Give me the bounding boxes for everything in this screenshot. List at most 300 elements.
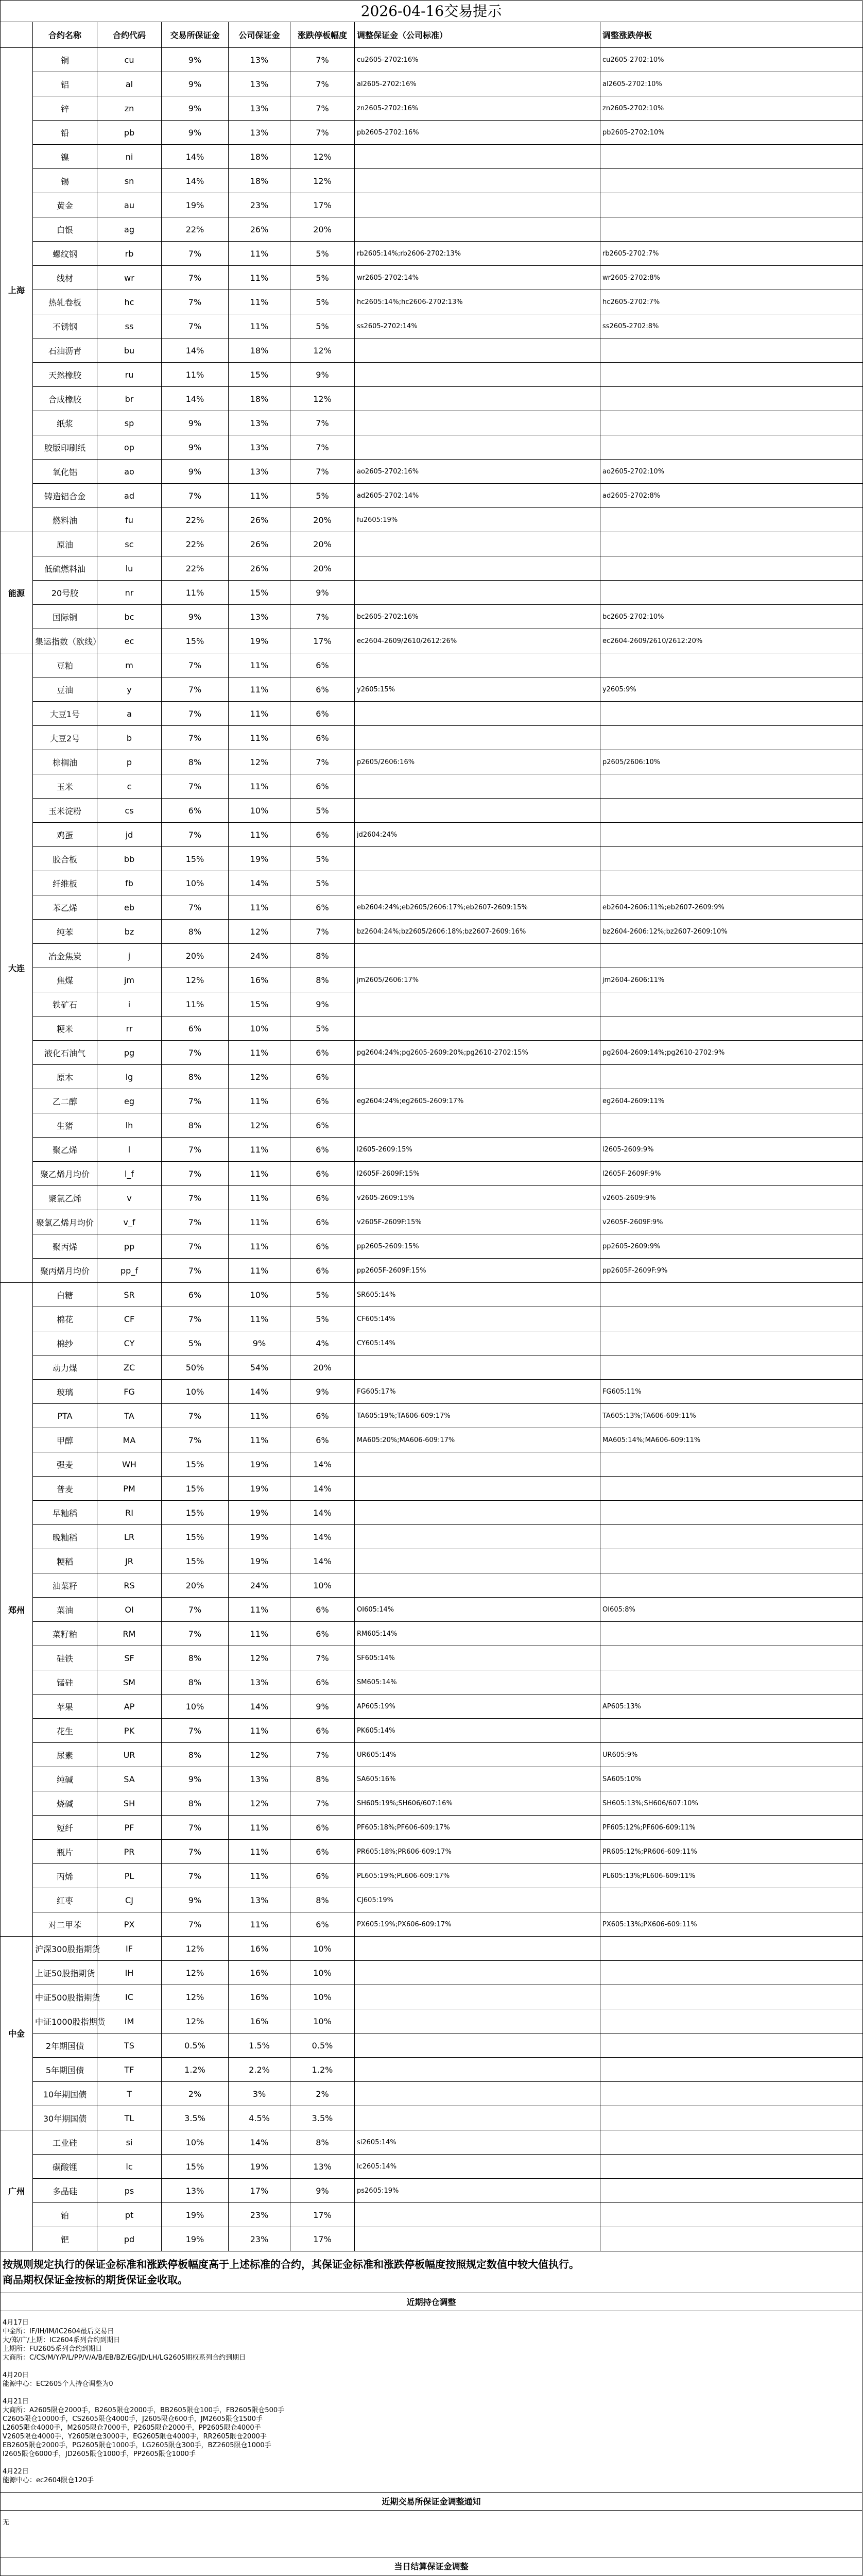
adjusted-margin-cell: jm2605/2606:17%	[355, 968, 600, 992]
adjusted-margin-cell	[355, 387, 600, 411]
product-cell: 氧化铝	[33, 460, 97, 484]
product-cell: 工业硅	[33, 2130, 97, 2155]
limit-cell: 20%	[290, 532, 355, 556]
product-cell: 冶金焦炭	[33, 944, 97, 968]
exchange-margin-cell: 13%	[162, 2179, 229, 2203]
code-cell: PX	[97, 1912, 162, 1937]
adjusted-margin-cell: SF605:14%	[355, 1646, 600, 1670]
company-margin-cell: 11%	[229, 1162, 290, 1186]
product-cell: 纤维板	[33, 871, 97, 895]
adjusted-margin-cell	[355, 1113, 600, 1138]
product-cell: 大豆2号	[33, 726, 97, 750]
limit-cell: 6%	[290, 895, 355, 920]
exchange-margin-cell: 8%	[162, 1743, 229, 1767]
exchange-margin-cell: 11%	[162, 581, 229, 605]
adjusted-margin-cell: PX605:19%;PX606-609:17%	[355, 1912, 600, 1937]
exchange-margin-cell: 12%	[162, 1937, 229, 1961]
adjusted-limit-cell: l2605-2609:9%	[600, 1138, 863, 1162]
limit-cell: 17%	[290, 193, 355, 217]
limit-cell: 17%	[290, 2203, 355, 2227]
adjusted-limit-cell: ad2605-2702:8%	[600, 484, 863, 508]
rules-note-line: 按规则规定执行的保证金标准和涨跌停板幅度高于上述标准的合约，其保证金标准和涨跌停板幅度按照规定数值中较大值执行。	[3, 2258, 579, 2270]
header-adjusted-limit: 调整涨跌停板	[600, 22, 863, 48]
code-cell: AP	[97, 1694, 162, 1719]
adjusted-limit-cell	[600, 1355, 863, 1380]
adjusted-margin-cell	[355, 1961, 600, 1985]
adjusted-margin-cell: ad2605-2702:14%	[355, 484, 600, 508]
table-row	[1, 1380, 863, 1404]
table-row	[1, 1864, 863, 1888]
exchange-margin-cell: 5%	[162, 1331, 229, 1355]
adjusted-margin-cell: cu2605-2702:16%	[355, 48, 600, 72]
product-cell: 10年期国债	[33, 2082, 97, 2106]
company-margin-cell: 26%	[229, 556, 290, 581]
limit-cell: 12%	[290, 145, 355, 169]
limit-cell: 6%	[290, 1186, 355, 1210]
adjusted-margin-cell: bz2604:24%;bz2605/2606:18%;bz2607-2609:16%	[355, 920, 600, 944]
table-row	[1, 1840, 863, 1864]
adjusted-margin-cell	[355, 2009, 600, 2033]
product-cell: 白糖	[33, 1283, 97, 1307]
exchange-margin-cell: 9%	[162, 460, 229, 484]
adjusted-limit-cell	[600, 1549, 863, 1573]
table-row	[1, 2130, 863, 2155]
code-cell: PK	[97, 1719, 162, 1743]
header-exchange-margin: 交易所保证金	[162, 22, 229, 48]
adjusted-limit-cell	[600, 653, 863, 677]
limit-cell: 6%	[290, 677, 355, 702]
product-cell: 燃料油	[33, 508, 97, 532]
exchange-cell: 郑州	[1, 1283, 33, 1937]
table-row	[1, 1743, 863, 1767]
adjusted-margin-cell	[355, 1016, 600, 1041]
table-row	[1, 653, 863, 677]
header-exchange	[1, 22, 33, 48]
adjusted-limit-cell: SH605:13%;SH606/607:10%	[600, 1791, 863, 1816]
product-cell: 聚丙烯月均价	[33, 1259, 97, 1283]
adjusted-margin-cell: PF605:18%;PF606-609:17%	[355, 1816, 600, 1840]
exchange-margin-cell: 7%	[162, 242, 229, 266]
exchange-margin-cell: 8%	[162, 750, 229, 774]
exchange-margin-cell: 9%	[162, 435, 229, 460]
exchange-margin-cell: 7%	[162, 1307, 229, 1331]
product-cell: 天然橡胶	[33, 363, 97, 387]
code-cell: i	[97, 992, 162, 1016]
limit-cell: 9%	[290, 992, 355, 1016]
code-cell: RI	[97, 1501, 162, 1525]
table-row	[1, 2179, 863, 2203]
exchange-adjust-title: 近期交易所保证金调整通知	[0, 2492, 862, 2511]
table-row	[1, 1355, 863, 1380]
adjusted-margin-cell	[355, 145, 600, 169]
product-cell: 上证50股指期货	[33, 1961, 97, 1985]
code-cell: SM	[97, 1670, 162, 1694]
adjusted-limit-cell	[600, 774, 863, 799]
table-row	[1, 895, 863, 920]
company-margin-cell: 19%	[229, 629, 290, 653]
code-cell: CF	[97, 1307, 162, 1331]
code-cell: pt	[97, 2203, 162, 2227]
exchange-margin-cell: 0.5%	[162, 2033, 229, 2058]
code-cell: ag	[97, 217, 162, 242]
adjusted-limit-cell	[600, 1452, 863, 1477]
exchange-margin-cell: 7%	[162, 1840, 229, 1864]
adjusted-margin-cell: si2605:14%	[355, 2130, 600, 2155]
adjusted-limit-cell	[600, 2130, 863, 2155]
exchange-adjust-body: 无	[0, 2511, 862, 2557]
company-margin-cell: 24%	[229, 1573, 290, 1598]
adjusted-limit-cell	[600, 1961, 863, 1985]
limit-cell: 6%	[290, 1138, 355, 1162]
adjusted-limit-cell	[600, 387, 863, 411]
table-row	[1, 1549, 863, 1573]
product-cell: 聚氯乙烯月均价	[33, 1210, 97, 1234]
adjusted-limit-cell	[600, 2058, 863, 2082]
product-cell: 5年期国债	[33, 2058, 97, 2082]
code-cell: jm	[97, 968, 162, 992]
code-cell: RM	[97, 1622, 162, 1646]
table-row	[1, 72, 863, 96]
table-row	[1, 1186, 863, 1210]
product-cell: 线材	[33, 266, 97, 290]
code-cell: CJ	[97, 1888, 162, 1912]
adjusted-limit-cell: p2605/2606:10%	[600, 750, 863, 774]
adjusted-limit-cell: pp2605-2609:9%	[600, 1234, 863, 1259]
product-cell: 纯苯	[33, 920, 97, 944]
limit-cell: 7%	[290, 1646, 355, 1670]
adjusted-limit-cell: ss2605-2702:8%	[600, 314, 863, 338]
company-margin-cell: 17%	[229, 2179, 290, 2203]
code-cell: LR	[97, 1525, 162, 1549]
code-cell: sn	[97, 169, 162, 193]
settle-adjust-title: 当日结算保证金调整	[0, 2557, 862, 2575]
company-margin-cell: 11%	[229, 774, 290, 799]
limit-cell: 12%	[290, 387, 355, 411]
adjusted-margin-cell	[355, 1477, 600, 1501]
exchange-margin-cell: 7%	[162, 1428, 229, 1452]
product-cell: 棉花	[33, 1307, 97, 1331]
product-cell: 镍	[33, 145, 97, 169]
limit-cell: 12%	[290, 169, 355, 193]
code-cell: rr	[97, 1016, 162, 1041]
delivery-section-title: 近期持仓调整	[0, 2293, 862, 2311]
adjusted-margin-cell	[355, 2058, 600, 2082]
table-row	[1, 1622, 863, 1646]
table-row	[1, 1041, 863, 1065]
company-margin-cell: 10%	[229, 1283, 290, 1307]
adjusted-limit-cell	[600, 1670, 863, 1694]
code-cell: fb	[97, 871, 162, 895]
limit-cell: 2%	[290, 2082, 355, 2106]
company-margin-cell: 13%	[229, 1767, 290, 1791]
table-row	[1, 460, 863, 484]
limit-cell: 5%	[290, 242, 355, 266]
code-cell: OI	[97, 1598, 162, 1622]
adjusted-margin-cell: rb2605:14%;rb2606-2702:13%	[355, 242, 600, 266]
table-row	[1, 1573, 863, 1598]
product-cell: 强麦	[33, 1452, 97, 1477]
product-cell: 胶版印刷纸	[33, 435, 97, 460]
code-cell: y	[97, 677, 162, 702]
adjusted-limit-cell: l2605F-2609F:9%	[600, 1162, 863, 1186]
company-margin-cell: 13%	[229, 48, 290, 72]
limit-cell: 7%	[290, 96, 355, 121]
table-row	[1, 1961, 863, 1985]
company-margin-cell: 11%	[229, 1404, 290, 1428]
adjusted-limit-cell	[600, 1016, 863, 1041]
company-margin-cell: 18%	[229, 387, 290, 411]
table-row	[1, 411, 863, 435]
company-margin-cell: 11%	[229, 726, 290, 750]
code-cell: ao	[97, 460, 162, 484]
adjusted-margin-cell: hc2605:14%;hc2606-2702:13%	[355, 290, 600, 314]
adjusted-margin-cell: jd2604:24%	[355, 823, 600, 847]
header-product: 合约名称	[33, 22, 97, 48]
product-cell: 锌	[33, 96, 97, 121]
code-cell: TS	[97, 2033, 162, 2058]
product-cell: 铅	[33, 121, 97, 145]
adjusted-margin-cell: SM605:14%	[355, 1670, 600, 1694]
exchange-margin-cell: 1.2%	[162, 2058, 229, 2082]
company-margin-cell: 14%	[229, 871, 290, 895]
product-cell: 菜油	[33, 1598, 97, 1622]
exchange-margin-cell: 8%	[162, 1646, 229, 1670]
company-margin-cell: 3%	[229, 2082, 290, 2106]
adjusted-margin-cell: v2605-2609:15%	[355, 1186, 600, 1210]
exchange-margin-cell: 7%	[162, 1912, 229, 1937]
code-cell: bb	[97, 847, 162, 871]
limit-cell: 6%	[290, 702, 355, 726]
code-cell: SF	[97, 1646, 162, 1670]
code-cell: p	[97, 750, 162, 774]
adjusted-limit-cell: hc2605-2702:7%	[600, 290, 863, 314]
adjusted-limit-cell	[600, 1573, 863, 1598]
adjusted-limit-cell	[600, 702, 863, 726]
company-margin-cell: 13%	[229, 435, 290, 460]
product-cell: 硅铁	[33, 1646, 97, 1670]
exchange-margin-cell: 6%	[162, 799, 229, 823]
limit-cell: 5%	[290, 484, 355, 508]
product-cell: 棉纱	[33, 1331, 97, 1355]
table-row	[1, 1694, 863, 1719]
product-cell: 玻璃	[33, 1380, 97, 1404]
company-margin-cell: 12%	[229, 1743, 290, 1767]
adjusted-margin-cell: TA605:19%;TA606-609:17%	[355, 1404, 600, 1428]
table-row	[1, 145, 863, 169]
product-cell: 普麦	[33, 1477, 97, 1501]
limit-cell: 6%	[290, 1162, 355, 1186]
adjusted-margin-cell: y2605:15%	[355, 677, 600, 702]
company-margin-cell: 19%	[229, 1477, 290, 1501]
company-margin-cell: 11%	[229, 1598, 290, 1622]
exchange-margin-cell: 7%	[162, 290, 229, 314]
limit-cell: 6%	[290, 1428, 355, 1452]
limit-cell: 5%	[290, 1283, 355, 1307]
code-cell: j	[97, 944, 162, 968]
table-row	[1, 774, 863, 799]
company-margin-cell: 12%	[229, 1113, 290, 1138]
product-cell: 中证1000股指期货	[33, 2009, 97, 2033]
adjusted-limit-cell	[600, 145, 863, 169]
adjusted-margin-cell	[355, 1525, 600, 1549]
exchange-margin-cell: 19%	[162, 2203, 229, 2227]
exchange-margin-cell: 15%	[162, 1477, 229, 1501]
company-margin-cell: 13%	[229, 1670, 290, 1694]
company-margin-cell: 11%	[229, 653, 290, 677]
margin-table	[0, 22, 863, 2251]
product-cell: 粳米	[33, 1016, 97, 1041]
company-margin-cell: 15%	[229, 992, 290, 1016]
exchange-margin-cell: 12%	[162, 968, 229, 992]
table-row	[1, 2155, 863, 2179]
code-cell: SR	[97, 1283, 162, 1307]
table-row	[1, 992, 863, 1016]
adjusted-limit-cell	[600, 2179, 863, 2203]
exchange-cell: 广州	[1, 2130, 33, 2251]
adjusted-limit-cell	[600, 799, 863, 823]
exchange-margin-cell: 9%	[162, 411, 229, 435]
exchange-margin-cell: 7%	[162, 1041, 229, 1065]
exchange-margin-cell: 10%	[162, 1694, 229, 1719]
limit-cell: 6%	[290, 1719, 355, 1743]
exchange-margin-cell: 7%	[162, 314, 229, 338]
product-cell: 20号胶	[33, 581, 97, 605]
limit-cell: 6%	[290, 1404, 355, 1428]
adjusted-margin-cell: eb2604:24%;eb2605/2606:17%;eb2607-2609:15%	[355, 895, 600, 920]
adjusted-limit-cell: FG605:11%	[600, 1380, 863, 1404]
company-margin-cell: 11%	[229, 1089, 290, 1113]
company-margin-cell: 11%	[229, 1186, 290, 1210]
limit-cell: 9%	[290, 363, 355, 387]
adjusted-margin-cell	[355, 217, 600, 242]
adjusted-limit-cell	[600, 2227, 863, 2251]
limit-cell: 6%	[290, 1041, 355, 1065]
exchange-margin-cell: 11%	[162, 363, 229, 387]
company-margin-cell: 16%	[229, 1961, 290, 1985]
company-margin-cell: 1.5%	[229, 2033, 290, 2058]
exchange-margin-cell: 22%	[162, 556, 229, 581]
product-cell: 沪深300股指期货	[33, 1937, 97, 1961]
adjusted-margin-cell	[355, 581, 600, 605]
adjusted-limit-cell: v2605F-2609F:9%	[600, 1210, 863, 1234]
adjusted-margin-cell: zn2605-2702:16%	[355, 96, 600, 121]
adjusted-limit-cell	[600, 944, 863, 968]
limit-cell: 0.5%	[290, 2033, 355, 2058]
code-cell: ss	[97, 314, 162, 338]
limit-cell: 10%	[290, 2009, 355, 2033]
adjusted-margin-cell	[355, 1937, 600, 1961]
product-cell: 丙烯	[33, 1864, 97, 1888]
table-row	[1, 1259, 863, 1283]
adjusted-margin-cell	[355, 702, 600, 726]
adjusted-limit-cell	[600, 1719, 863, 1743]
table-row	[1, 1113, 863, 1138]
exchange-margin-cell: 7%	[162, 1138, 229, 1162]
adjusted-limit-cell	[600, 435, 863, 460]
product-cell: 聚乙烯	[33, 1138, 97, 1162]
adjusted-limit-cell: PF605:12%;PF606-609:11%	[600, 1816, 863, 1840]
product-cell: 碳酸锂	[33, 2155, 97, 2179]
table-row	[1, 363, 863, 387]
company-margin-cell: 12%	[229, 1065, 290, 1089]
limit-cell: 14%	[290, 1477, 355, 1501]
adjusted-limit-cell: wr2605-2702:8%	[600, 266, 863, 290]
product-cell: 红枣	[33, 1888, 97, 1912]
limit-cell: 6%	[290, 1234, 355, 1259]
company-margin-cell: 11%	[229, 1719, 290, 1743]
table-row	[1, 702, 863, 726]
adjusted-limit-cell	[600, 992, 863, 1016]
company-margin-cell: 11%	[229, 1912, 290, 1937]
exchange-margin-cell: 6%	[162, 1016, 229, 1041]
adjusted-margin-cell: ec2604-2609/2610/2612:26%	[355, 629, 600, 653]
limit-cell: 14%	[290, 1549, 355, 1573]
exchange-margin-cell: 15%	[162, 1452, 229, 1477]
adjusted-margin-cell	[355, 2033, 600, 2058]
code-cell: sp	[97, 411, 162, 435]
table-row	[1, 508, 863, 532]
code-cell: JR	[97, 1549, 162, 1573]
company-margin-cell: 11%	[229, 266, 290, 290]
adjusted-margin-cell: lc2605:14%	[355, 2155, 600, 2179]
product-cell: 30年期国债	[33, 2106, 97, 2130]
code-cell: PL	[97, 1864, 162, 1888]
limit-cell: 8%	[290, 2130, 355, 2155]
limit-cell: 9%	[290, 2179, 355, 2203]
adjusted-margin-cell: SH605:19%;SH606/607:16%	[355, 1791, 600, 1816]
code-cell: WH	[97, 1452, 162, 1477]
exchange-margin-cell: 7%	[162, 1234, 229, 1259]
limit-cell: 6%	[290, 1210, 355, 1234]
code-cell: a	[97, 702, 162, 726]
adjusted-margin-cell	[355, 726, 600, 750]
limit-cell: 7%	[290, 460, 355, 484]
exchange-margin-cell: 7%	[162, 702, 229, 726]
company-margin-cell: 11%	[229, 1234, 290, 1259]
adjusted-margin-cell	[355, 847, 600, 871]
adjusted-limit-cell	[600, 1985, 863, 2009]
company-margin-cell: 19%	[229, 2155, 290, 2179]
limit-cell: 8%	[290, 968, 355, 992]
product-cell: 短纤	[33, 1816, 97, 1840]
code-cell: ad	[97, 484, 162, 508]
company-margin-cell: 13%	[229, 411, 290, 435]
adjusted-margin-cell: pp2605F-2609F:15%	[355, 1259, 600, 1283]
product-cell: 动力煤	[33, 1355, 97, 1380]
limit-cell: 6%	[290, 823, 355, 847]
delivery-section-body: 4月17日 中金所：IF/IH/IM/IC2604最后交易日 大/郑/广/上期：IC2604系列合约到期日 上期所：FU2605系列合约到期日 大商所：C/CS/M/Y/P/L/PP/V/A/B/EB/BZ/EG/JD/LH/LG2605期权系列合约到期日 4月20日 能源中心：EC2605个人持仓调整为0 4月21日 大商所：A2605限仓2000手，B2605限仓2000手，BB2605限仓100手，FB2605限仓500手 C2605限仓10000手，CS2605限仓4000手，J2605限仓600手，JM2605限仓1500手 L2605限仓4000手，M2605限仓7000手，P2605限仓2000手，PP2605限仓4000手 V2605限仓4000手，Y2605限仓3000手，EG2605限仓4000手，RR2605限仓2000手 EB2605限仓2000手，PG2605限仓1000手，LG2605限仓300手，BZ2605限仓1000手 I2605限仓6000手，JD2605限仓1000手，PP2605限仓1000手 4月22日 能源中心：ec2604限仓120手	[0, 2311, 862, 2492]
table-row	[1, 1404, 863, 1428]
adjusted-limit-cell: v2605-2609:9%	[600, 1186, 863, 1210]
adjusted-margin-cell	[355, 2082, 600, 2106]
code-cell: l	[97, 1138, 162, 1162]
code-cell: nr	[97, 581, 162, 605]
company-margin-cell: 11%	[229, 314, 290, 338]
exchange-margin-cell: 15%	[162, 1549, 229, 1573]
exchange-margin-cell: 50%	[162, 1355, 229, 1380]
adjusted-limit-cell	[600, 1331, 863, 1355]
exchange-margin-cell: 10%	[162, 871, 229, 895]
adjusted-margin-cell	[355, 653, 600, 677]
product-cell: 对二甲苯	[33, 1912, 97, 1937]
company-margin-cell: 23%	[229, 193, 290, 217]
exchange-margin-cell: 10%	[162, 2130, 229, 2155]
product-cell: 国际铜	[33, 605, 97, 629]
company-margin-cell: 19%	[229, 1525, 290, 1549]
table-row	[1, 1065, 863, 1089]
limit-cell: 6%	[290, 1912, 355, 1937]
company-margin-cell: 13%	[229, 121, 290, 145]
